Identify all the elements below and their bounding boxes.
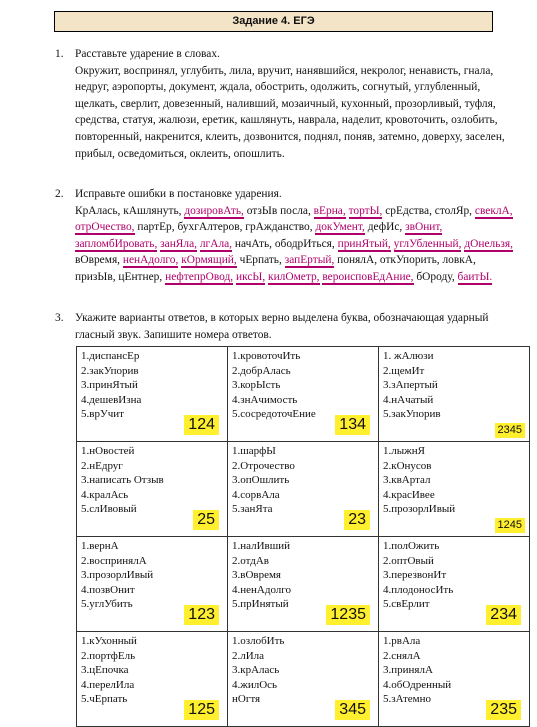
option: 2.щемИт: [383, 364, 425, 377]
option: 1. жАлюзи: [383, 350, 434, 362]
answer-highlight: 1245: [495, 518, 525, 533]
option: 1.кровоточИть: [232, 350, 301, 362]
option: 3.зАпертый: [383, 379, 438, 392]
option: 3.корЫсть: [232, 379, 281, 392]
word: отзЫв посла,: [246, 204, 311, 217]
option: 3.цЕпочка: [81, 664, 129, 677]
option: 2.добрАлась: [232, 364, 291, 377]
answer-highlight: 234: [486, 605, 521, 625]
answer-cell: [228, 537, 379, 632]
task-number: 1.: [55, 48, 64, 60]
option: 2.кОнусов: [383, 459, 432, 472]
word: грАжданство,: [245, 221, 313, 234]
task-header: Задание 4. ЕГЭ: [54, 11, 493, 32]
option: 3.квАртал: [383, 474, 431, 487]
word: баитЫ.: [457, 270, 493, 283]
option: 1.налИвший: [232, 540, 290, 552]
option: 2.закУпорив: [81, 364, 139, 377]
option: 1.вернА: [81, 540, 119, 552]
word: призЫв,: [75, 270, 116, 283]
option: 5.прозорлИвый: [383, 503, 456, 516]
answer-cell: [228, 347, 379, 442]
word: чЕрпать,: [239, 254, 282, 267]
answer-row: [77, 442, 530, 537]
word: дОнельзя,: [464, 237, 513, 250]
answer-cell: [77, 442, 228, 537]
answer-highlight: 2345: [495, 423, 525, 438]
word-list: [75, 203, 517, 286]
answer-cell: [77, 632, 228, 727]
option: 4.кралАсь: [81, 488, 129, 501]
task-instruction: Расставьте ударение в словах.: [75, 48, 220, 60]
answer-highlight: 345: [335, 700, 370, 720]
word: лгАла,: [199, 237, 233, 250]
option: 3.написать Отзыв: [81, 474, 164, 487]
task-instruction: Исправьте ошибки в постановке ударения.: [75, 188, 282, 200]
word: бОроду,: [416, 270, 455, 283]
answer-cell: [77, 347, 228, 442]
option: 1.рвАла: [383, 635, 421, 647]
answer-cell: [77, 537, 228, 632]
option: 5.зАтемно: [383, 693, 432, 706]
answer-row: [77, 347, 530, 442]
option: 5.свЕрлит: [383, 598, 430, 611]
option: 5.сосредоточЕние: [232, 408, 316, 421]
word: запЕртый,: [284, 254, 335, 267]
answer-cell: [379, 537, 530, 632]
word: кАшлянуть,: [123, 204, 182, 217]
word: нефтепрОвод,: [165, 270, 234, 283]
word: столЯр,: [434, 204, 473, 217]
option: 3.принЯтый: [81, 379, 138, 392]
option: 3.опОшлить: [232, 474, 290, 487]
word: ловкА,: [442, 254, 476, 267]
answer-cell: [228, 442, 379, 537]
option: 5.слИвовый: [81, 503, 137, 516]
option: 5.прИнятый: [232, 598, 289, 611]
option: 2.отдАв: [232, 554, 270, 567]
answer-highlight: 1235: [326, 605, 370, 625]
word: вОвремя,: [75, 254, 121, 267]
word: докУмент,: [315, 221, 365, 234]
word: ободрИться,: [274, 237, 335, 250]
option: 2.Отрочество: [232, 459, 295, 472]
word: дозировАть,: [184, 204, 244, 217]
option: 3.прозорлИвый: [81, 569, 154, 582]
answer-cell: [379, 442, 530, 537]
option: 3.перезвонИт: [383, 569, 447, 582]
option: 4.знАчимость: [232, 393, 298, 406]
option: 4.жилОсь: [232, 678, 278, 691]
option: 3.принялА: [383, 664, 433, 677]
option: 4.позвОнит: [81, 583, 135, 596]
word: партЕр,: [137, 221, 175, 234]
word: иксЫ,: [236, 270, 266, 283]
task-number: 3.: [55, 312, 64, 324]
answer-row: [77, 537, 530, 632]
option: 2.снялА: [383, 649, 421, 662]
word: вЕрна,: [313, 204, 346, 217]
word: вероисповЕдАние,: [322, 270, 414, 283]
word: углУбленный,: [393, 237, 462, 250]
word: звОнит,: [405, 221, 443, 234]
answer-cell: [379, 347, 530, 442]
answer-highlight: 124: [184, 415, 219, 435]
option: 5.углУбить: [81, 598, 133, 611]
option: 2.лИла: [232, 649, 265, 662]
option: 1.озлобИть: [232, 635, 285, 647]
option: 2.нЕдруг: [81, 459, 123, 472]
word-list: Окружит, воспринял, углубить, лила, вручит, нанявшийся, некролог, ненависть, гнала, недруг, аэропорты, документ, ждала, обострить, одолжить, согнутый, углубленный, щелкать, сверлит, довезенный, наливший, мозаичный, кухонный, прозорливый, туфля, средства, статуя, жалюзи, еретик, кашлянуть, наврала, наделит, кровоточить, озлобить, повторенный, накренится, клеить, дозвонится, поднял, поняв, затемно, доверху, заселен, прибыл, осведомиться, оклеить, опошлить.: [75, 64, 505, 160]
option: 1.диспансЕр: [81, 350, 140, 362]
option: 1.кУхонный: [81, 635, 137, 647]
word: запломбИровать,: [75, 237, 158, 250]
option: 1.шарфЫ: [232, 445, 276, 457]
option: 2.портфЕль: [81, 649, 136, 662]
answer-highlight: 23: [344, 510, 370, 530]
word: тортЫ,: [348, 204, 383, 217]
option: 4.ненАдолго: [232, 583, 292, 596]
answer-row: [77, 632, 530, 727]
task-body: [75, 46, 517, 162]
task-body: [75, 186, 517, 286]
word: ненАдолго,: [122, 254, 179, 267]
option: 5.чЕрпать: [81, 693, 128, 706]
word: цЕнтнер,: [118, 270, 163, 283]
answer-table: [76, 346, 530, 727]
word: откУпорить,: [379, 254, 440, 267]
word: КрАлась,: [75, 204, 121, 217]
option: 4.перелИла: [81, 678, 135, 691]
answer-cell: [379, 632, 530, 727]
option: 4.обОдренный: [383, 678, 452, 691]
word: занЯла,: [160, 237, 197, 250]
word: отрОчество,: [75, 221, 135, 234]
task-number: 2.: [55, 188, 64, 200]
answer-highlight: 134: [335, 415, 370, 435]
answer-cell: [228, 632, 379, 727]
task-body: [75, 310, 517, 343]
word: кОрмящий,: [181, 254, 237, 267]
option: 5.занЯта: [232, 503, 273, 516]
option: 3.вОврeмя: [232, 569, 281, 582]
word: килОметр,: [268, 270, 320, 283]
answer-highlight: 235: [486, 700, 521, 720]
option: 1.лыжнЯ: [383, 445, 425, 457]
option: 4.сорвАла: [232, 488, 280, 501]
word: бухгАлтеров,: [177, 221, 243, 234]
word: начАть,: [234, 237, 272, 250]
option: 4.дешевИзна: [81, 393, 142, 406]
option: 4.нАчатый: [383, 393, 434, 406]
option: 4.красИвее: [383, 488, 435, 501]
answer-highlight: 123: [184, 605, 219, 625]
word: понялА,: [337, 254, 378, 267]
task-instruction: Укажите варианты ответов, в которых верно выделена буква, обозначающая ударный гласный звук. Запишите номера ответов.: [75, 312, 489, 341]
option: 5.врУчит: [81, 408, 124, 421]
answer-highlight: 25: [193, 510, 219, 530]
word: срЕдства,: [385, 204, 432, 217]
option: 5.закУпорив: [383, 408, 441, 421]
option: 2.оптОвый: [383, 554, 434, 567]
answer-highlight: 125: [184, 700, 219, 720]
option: 1.полОжить: [383, 540, 440, 552]
word: свеклА,: [474, 204, 513, 217]
option: 1.нОвостей: [81, 445, 135, 457]
option: 2.воспринялА: [81, 554, 147, 567]
option: 3.крАлась: [232, 664, 280, 677]
option: нОгтя: [232, 693, 261, 706]
option: 4.плодоносИть: [383, 583, 454, 596]
word: дефИс,: [367, 221, 403, 234]
word: принЯтый,: [337, 237, 391, 250]
